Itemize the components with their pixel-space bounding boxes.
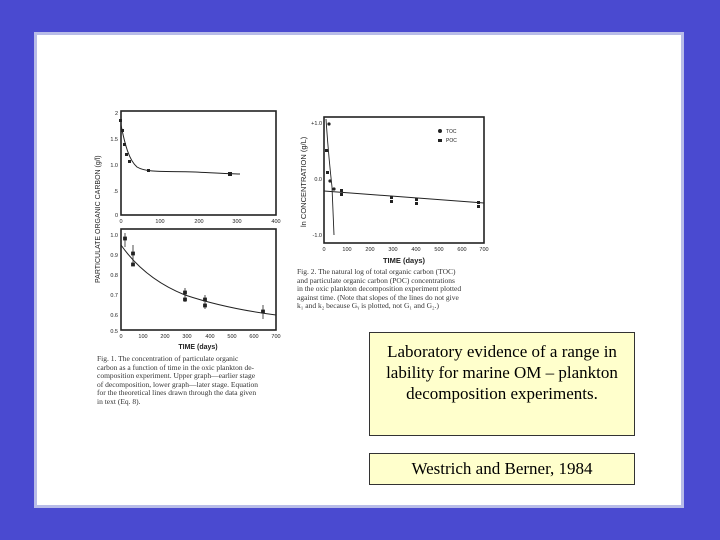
fig2-xtick: 0	[322, 247, 326, 253]
fig1-bottom-point	[204, 304, 207, 307]
fig1-bottom-xtick: 500	[227, 334, 237, 340]
fig2-caption-line: k₁ and k₂ because Gᵧ is plotted, not G₁ and G₂.)	[297, 301, 440, 311]
fig2-xtick: 500	[434, 247, 444, 253]
fig1-bottom-xtick: 400	[205, 334, 215, 340]
figure-2	[292, 109, 492, 269]
fig2-xtick: 600	[457, 247, 467, 253]
citation-callout: Westrich and Berner, 1984	[369, 453, 635, 485]
fig2-point	[340, 193, 343, 196]
fig1-caption-line: Fig. 1. The concentration of particulate organic	[97, 354, 239, 363]
lability-callout: Laboratory evidence of a range in lability for marine OM – plankton decomposition experiments.	[369, 332, 635, 436]
fig2-legend-toc-marker	[438, 129, 442, 133]
fig1-bottom-ytick: 0.9	[110, 253, 118, 259]
fig2-xtick: 200	[365, 247, 375, 253]
fig2-point	[477, 205, 480, 208]
fig2-toc-line	[324, 191, 484, 203]
fig1-bottom-xtick: 200	[160, 334, 170, 340]
fig1-bottom-xtick: 0	[119, 334, 123, 340]
fig2-xtick: 100	[342, 247, 352, 253]
fig1-bottom-point	[184, 298, 187, 301]
fig2-legend-poc: POC	[446, 138, 457, 144]
fig2-xtick: 300	[388, 247, 398, 253]
fig1-bottom-xtick: 600	[249, 334, 259, 340]
fig1-caption	[97, 355, 302, 407]
fig1-top-ytick: .5	[113, 189, 118, 195]
fig2-point	[390, 196, 393, 199]
fig2-legend-toc: TOC	[446, 129, 457, 135]
fig2-caption-line: and particulate organic carbon (POC) concentrations	[297, 275, 455, 285]
fig1-top-point	[125, 153, 128, 156]
fig1-caption-line: in text (Eq. 8).	[97, 396, 141, 406]
fig1-top-point	[119, 119, 122, 122]
fig1-top-ytick: 1.5	[110, 137, 118, 143]
fig2-ytick: +1.0	[311, 121, 322, 127]
figure-1-plots	[85, 105, 300, 353]
slide	[34, 32, 684, 508]
fig2-point	[340, 189, 343, 192]
fig1-top-point	[228, 172, 232, 176]
fig2-ylabel: ln CONCENTRATION (g/L)	[299, 136, 308, 227]
fig1-bottom-ytick: 1.0	[110, 233, 118, 239]
fig2-ytick: 0.0	[314, 177, 322, 183]
fig2-xlabel: TIME (days)	[382, 256, 426, 265]
fig1-bottom-frame	[121, 229, 276, 330]
fig1-top-xtick: 400	[271, 219, 281, 225]
fig1-xlabel: TIME (days)	[178, 344, 218, 351]
fig2-caption-line: against time. (Note that slopes of the lines do not give	[297, 292, 459, 302]
fig1-bottom-point	[124, 237, 127, 240]
fig2-xtick: 400	[411, 247, 421, 253]
fig2-point	[415, 198, 418, 201]
fig1-caption-line: carbon as a function of time in the oxic plankton de-	[97, 362, 255, 372]
fig2-ytick: -1.0	[312, 233, 322, 239]
fig1-ylabel: PARTICULATE ORGANIC CARBON (g/l)	[95, 155, 102, 283]
fig2-caption-line: Fig. 2. The natural log of total organic carbon (TOC)	[297, 267, 456, 276]
fig2-point	[327, 122, 330, 125]
fig1-top-frame	[121, 111, 276, 215]
fig1-top-xtick: 300	[232, 219, 242, 225]
fig2-poc-steep-line	[326, 119, 334, 235]
fig1-bottom-ytick: 0.8	[110, 273, 118, 279]
figure-2-plot	[292, 109, 492, 269]
figure-1	[85, 105, 300, 353]
fig1-top-curve	[121, 125, 240, 174]
fig2-point	[415, 202, 418, 205]
fig1-bottom-point	[262, 310, 265, 313]
fig2-point	[477, 201, 480, 204]
fig2-xtick: 700	[479, 247, 489, 253]
fig1-bottom-point	[132, 252, 135, 255]
fig1-top-ytick: 2	[114, 111, 118, 117]
fig1-top-xtick: 200	[194, 219, 204, 225]
fig1-top-point	[121, 129, 124, 132]
fig2-point	[326, 171, 329, 174]
fig1-top-point	[128, 160, 131, 163]
fig1-top-xtick: 100	[155, 219, 165, 225]
fig1-caption-line: composition experiment. Upper graph—earlier stage	[97, 371, 256, 381]
fig2-point	[390, 200, 393, 203]
fig1-bottom-point	[184, 291, 187, 294]
fig1-bottom-xtick: 300	[182, 334, 192, 340]
fig1-bottom-curve	[121, 245, 276, 315]
fig2-frame	[324, 117, 484, 243]
fig1-top-xtick: 0	[119, 219, 123, 225]
fig1-bottom-point	[204, 298, 207, 301]
fig1-bottom-xtick: 700	[271, 334, 281, 340]
fig1-top-ytick: 0	[114, 213, 118, 219]
fig1-bottom-ytick: 0.6	[110, 313, 118, 319]
fig1-bottom-point	[132, 263, 135, 266]
fig1-caption-line: of decomposition, lower graph—later stage. Equation	[97, 379, 258, 389]
fig2-legend-poc-marker	[438, 139, 442, 142]
fig2-caption-line: in the oxic plankton decomposition experiment plotted	[297, 284, 462, 294]
fig2-point	[325, 149, 328, 152]
fig1-bottom-ytick: 0.5	[110, 329, 118, 335]
fig1-top-ytick: 1.0	[110, 163, 118, 169]
fig1-top-point	[147, 169, 150, 172]
fig1-bottom-xtick: 100	[138, 334, 148, 340]
fig2-caption	[297, 268, 497, 311]
fig2-point	[332, 187, 335, 190]
fig1-bottom-ytick: 0.7	[110, 293, 118, 299]
fig2-point	[328, 179, 331, 182]
fig1-top-point	[123, 143, 126, 146]
fig1-caption-line: for the theoretical lines drawn through the data given	[97, 388, 257, 398]
